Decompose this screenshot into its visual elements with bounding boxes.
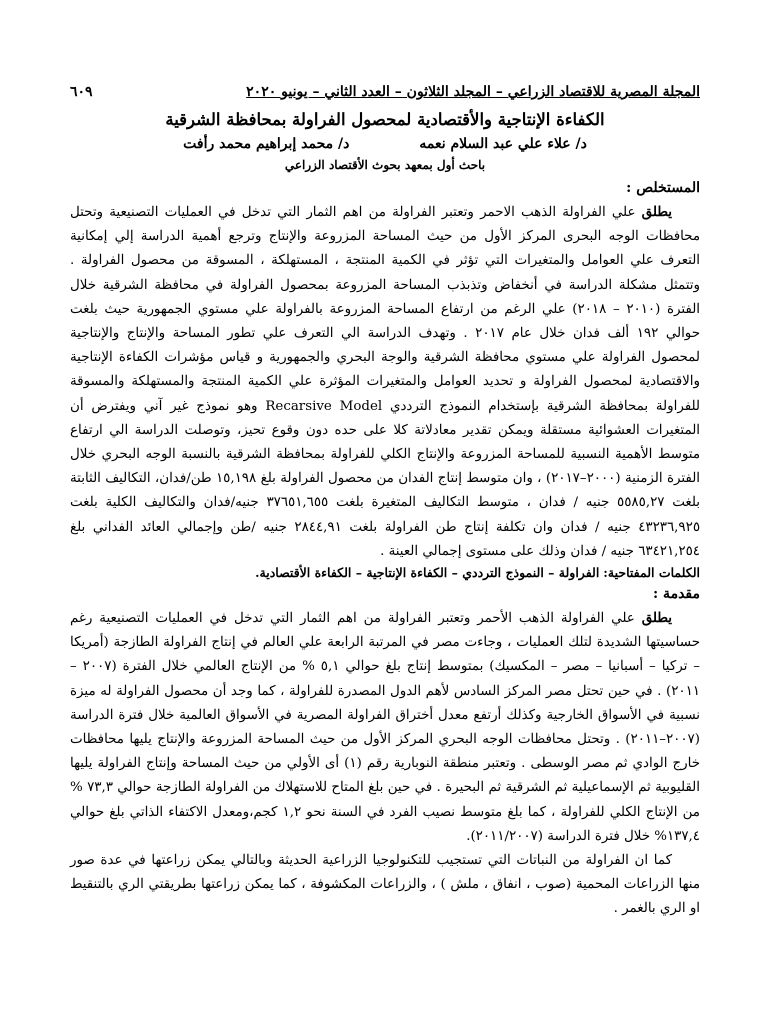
- abstract-lead-word: يطلق: [641, 204, 672, 220]
- running-header: [70, 84, 700, 106]
- intro-text-1: علي الفراولة الذهب الأحمر وتعتبر الفراولة من اهم الثمار التي تدخل في العمليات التصنيعية رغم حساسيتها الشديدة لتلك العمليات ، وجاءت مصر في المرتبة الرابعة علي العالم في إنتاج الفراولة الطازجة (أمريكا – تركيا – أسبانيا – مصر – المكسيك) بمتوسط إنتاج بلغ حوالي ٥,١ % من الإنتاج العالمي خلال الفترة (٢٠٠٧ – ٢٠١١) . في حين تحتل مصر المركز السادس لأهم الدول المصدرة للفراولة ، كما وجد أن محصول الفراولة له ميزة نسبية في الأسواق الخارجية وكذلك أرتفع معدل أختراق الفراولة المصرية في الأسواق العالمية خلال فترة الدراسة (٢٠٠٧–٢٠١١) . وتحتل محافظات الوجه البحري المركز الأول من حيث المساحة المزروعة والإنتاج يليها محافظات خارج الوادي ثم مصر الوسطى . وتعتبر منطقة النوبارية رقم (١) أى الأولي من حيث المساحة وإنتاج الفراولة يليها القليوبية ثم الإسماعيلية ثم الشرقية ثم البحيرة . في حين بلغ المتاح للاستهلاك من الفراولة الطازجة حوالي ٧٣,٣ % من الإنتاج الكلي للفراولة ، كما بلغ متوسط نصيب الفرد في السنة نحو ١,٢ كجم،ومعدل الاكتفاء الذاتي بلغ حوالي ١٣٧,٤% خلال فترة الدراسة (٢٠١١/٢٠٠٧).: [70, 611, 701, 844]
- intro-paragraph-2: كما ان الفراولة من النباتات التي تستجيب للتكنولوجيا الزراعية الحديثة وبالتالي يمكن زراعتها في عدة صور منها الزراعات المحمية (صوب ، انفاق ، ملش ) ، والزراعات المكشوفة ، كما يمكن زراعتها بطريقتي الري بالتنقيط او الري بالغمر .: [70, 853, 700, 917]
- abstract-paragraph: [70, 200, 700, 564]
- intro-lead-word: يطلق: [641, 610, 672, 627]
- keywords-label: الكلمات المفتاحية:: [603, 565, 700, 581]
- intro-heading: مقدمة :: [653, 586, 700, 603]
- journal-header: المجلة المصرية للاقتصاد الزراعي – المجلد الثلاثون – العدد الثاني – يونيو ٢٠٢٠: [246, 84, 700, 100]
- keywords-text: الفراولة – النموذج الترددي – الكفاءة الإنتاجية – الكفاءة الأقتصادية.: [255, 565, 600, 581]
- author-affiliation: باحث أول بمعهد بحوث الأقتصاد الزراعي: [284, 158, 486, 172]
- abstract-text: علي الفراولة الذهب الاحمر وتعتبر الفراولة من اهم الثمار التي تدخل في العمليات التصنيعية وتحتل محافظات الوجه البحرى المركز الأول من حيث المساحة المزروعة والإنتاج وترجع أهمية الدراسة إلي إمكانية التعرف علي العوامل والمتغيرات التي تؤثر في الكمية المنتجة ، المستهلكة ، المسوقة من محصول الفراولة . وتتمثل مشكلة الدراسة في أنخفاض وتذبذب المساحة المزروعة بمحصول الفراولة في محافظة الشرقية خلال الفترة (٢٠١٠ – ٢٠١٨) علي الرغم من ارتفاع المساحة المزروعة بالفراولة علي مستوي الجمهورية حيث بلغت حوالي ١٩٢ ألف فدان خلال عام ٢٠١٧ . وتهدف الدراسة الي التعرف علي تطور المساحة والإنتاج والإنتاجية لمحصول الفراولة علي مستوي محافظة الشرقية والوجة البحري والجمهورية و قياس مؤشرات الكفاءة الإنتاجية والاقتصادية لمحصول الفراولة و تحديد العوامل والمتغيرات المؤثرة علي الكمية المنتجة والمستهلكة والمسوقة للفراولة بمحافظة الشرقية بإستخدام النموذج الترددي Recarsive Model وهو نموذج غير آني ويفترض أن المتغيرات العشوائية مستقلة ويمكن تقدير معادلاتة كلا على حده دون وقوع تحيز، وتوصلت الدراسة الي ارتفاع متوسط الأهمية النسبية للمساحة المزروعة والإنتاج الكلي للفراولة بمحافظة الشرقية بالنسبة الوجه البحري خلال الفترة الزمنية (٢٠٠٠–٢٠١٧) ، وان متوسط إنتاج الفدان من محصول الفراولة بلغ ١٥,١٩٨ طن/فدان، التكاليف الثابتة بلغت ٥٥٨٥,٢٧ جنيه / فدان ، متوسط التكاليف المتغيرة بلغت ٣٧٦٥١,٦٥٥ جنيه/فدان والتكاليف الكلية بلغت ٤٣٢٣٦,٩٢٥ جنيه / فدان وان تكلفة إنتاج طن الفراولة بلغت ٢٨٤٤,٩١ جنيه /طن وإجمالي العائد الفداني بلغ ٦٣٤٢١,٢٥٤ جنيه / فدان وذلك على مستوى إجمالي العينة .: [70, 205, 701, 559]
- abstract-heading: المستخلص :: [626, 180, 700, 196]
- page-number: ٦٠٩: [70, 84, 93, 100]
- paper-page: [70, 84, 700, 922]
- author-list: [70, 136, 700, 158]
- intro-paragraph-1: [70, 606, 700, 849]
- keywords-line: [70, 564, 700, 582]
- author-2: د/ محمد إبراهيم محمد رأفت: [183, 136, 350, 152]
- author-1: د/ علاء علي عبد السلام نعمه: [419, 136, 587, 152]
- paper-title: الكفاءة الإنتاجية والأقتصادية لمحصول الفراولة بمحافظة الشرقية: [165, 110, 605, 129]
